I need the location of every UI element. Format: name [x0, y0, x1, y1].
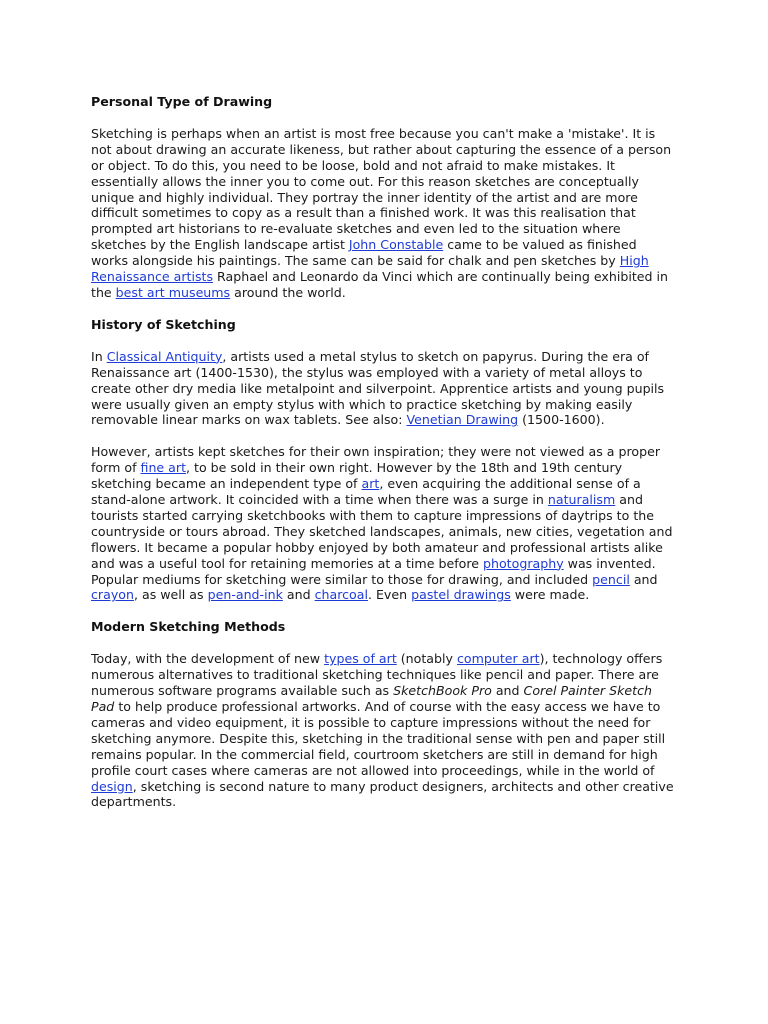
text-span: (1500-1600). [518, 412, 605, 428]
paragraph-personal-type [91, 126, 677, 301]
text-span: and [491, 683, 524, 699]
link-pastel-drawings[interactable]: pastel drawings [411, 587, 511, 603]
heading-modern-sketching-methods: Modern Sketching Methods [91, 619, 286, 635]
text-span: and [282, 587, 315, 603]
text-span: , as well as [133, 587, 208, 603]
link-types-of-art[interactable]: types of art [324, 651, 397, 667]
text-span: , to be sold in their own right. However by the 18th and 19th century sketching became an independent type of [91, 460, 623, 492]
text-span: came to be valued as finished works alongside his paintings. The same can be said for chalk and pen sketches by [91, 237, 637, 269]
heading-personal-type-of-drawing: Personal Type of Drawing [91, 94, 273, 109]
link-best-art-museums[interactable]: best art museums [115, 284, 231, 300]
text-span: Sketching is perhaps when an artist is most free because you can't make a 'mistake'. It is not about drawing an accurate likeness, but rather about capturing the essence of a person or object. To do this, you need to be loose, bold and not afraid to make mistakes. It essentially allows the inner you to come out. For this reason sketches are conceptually unique and highly individual. They portray the inner identity of the artist and are more difficult sometimes to copy as a result than a finished work. It was this realisation that prompted art historians to re-evaluate sketches and even led to the situation where sketches by the English landscape artist [91, 125, 672, 253]
text-span: , artists used a metal stylus to sketch on papyrus. During the era of Renaissance art (1400-1530), the stylus was employed with a variety of metal alloys to create other dry media like metalpoint and silverpoint. Apprentice artists and young pupils were usually given an empty stylus with which to practice sketching by making easily removable linear marks on wax tablets. See also: [91, 348, 665, 428]
text-span: , sketching is second nature to many product designers, architects and other creative departments. [91, 778, 674, 810]
paragraph-history-1 [91, 349, 677, 429]
link-computer-art[interactable]: computer art [456, 651, 540, 667]
link-john-constable[interactable]: John Constable [348, 237, 444, 253]
software-name-corel-painter: Corel Painter Sketch Pad [91, 683, 652, 714]
link-classical-antiquity[interactable]: Classical Antiquity [106, 348, 223, 364]
link-pencil[interactable]: pencil [592, 571, 630, 587]
link-design[interactable]: design [91, 778, 133, 794]
heading-history-of-sketching: History of Sketching [91, 316, 236, 332]
text-span: around the world. [230, 284, 346, 300]
software-name-sketchbook-pro: SketchBook Pro [393, 683, 492, 699]
text-span: was invented. Popular mediums for sketching were similar to those for drawing, and included [91, 555, 656, 587]
link-high-renaissance-artists[interactable]: High Renaissance artists [91, 253, 649, 285]
text-span: and tourists started carrying sketchbooks with them to capture impressions of daytrips to the countryside or tours abroad. They sketched landscapes, animals, new cities, vegetation and flowers. It became a popular hobby enjoyed by both amateur and professional artists alike and was a useful tool for retaining memories at a time before [91, 492, 673, 571]
link-venetian-drawing[interactable]: Venetian Drawing [406, 412, 519, 428]
text-span: and [629, 571, 658, 587]
link-crayon[interactable]: crayon [91, 587, 134, 603]
link-photography[interactable]: photography [483, 555, 564, 571]
text-span: (notably [396, 651, 457, 667]
link-fine-art[interactable]: fine art [140, 460, 187, 476]
text-span: to help produce professional artworks. And of course with the easy access we have to cameras and video equipment, it is possible to capture impressions without the need for sketching anymore. Despite this, sketching in the traditional sense with pen and paper still remains popular. In the commercial field, courtroom sketchers are still in demand for high profile court cases where cameras are not allowed into proceedings, while in the world of [91, 699, 666, 778]
text-span: ), technology offers numerous alternatives to traditional sketching techniques like pencil and paper. There are numerous software programs available such as [91, 651, 663, 699]
paragraph-modern [91, 651, 677, 810]
link-charcoal[interactable]: charcoal [314, 587, 368, 603]
paragraph-history-2 [91, 444, 677, 603]
text-span: , even acquiring the additional sense of a stand-alone artwork. It coincided with a time when there was a surge in [91, 476, 641, 508]
text-span: . Even [367, 587, 412, 603]
document-page [91, 88, 677, 810]
link-pen-and-ink[interactable]: pen-and-ink [207, 587, 283, 603]
link-naturalism[interactable]: naturalism [547, 492, 616, 508]
text-span: were made. [510, 587, 590, 603]
link-art[interactable]: art [361, 476, 380, 492]
text-span: However, artists kept sketches for their own inspiration; they were not viewed as a proper form of [91, 444, 661, 476]
text-span: In [91, 348, 107, 364]
text-span: Raphael and Leonardo da Vinci which are continually being exhibited in the [91, 269, 669, 300]
text-span: Today, with the development of new [91, 651, 325, 667]
